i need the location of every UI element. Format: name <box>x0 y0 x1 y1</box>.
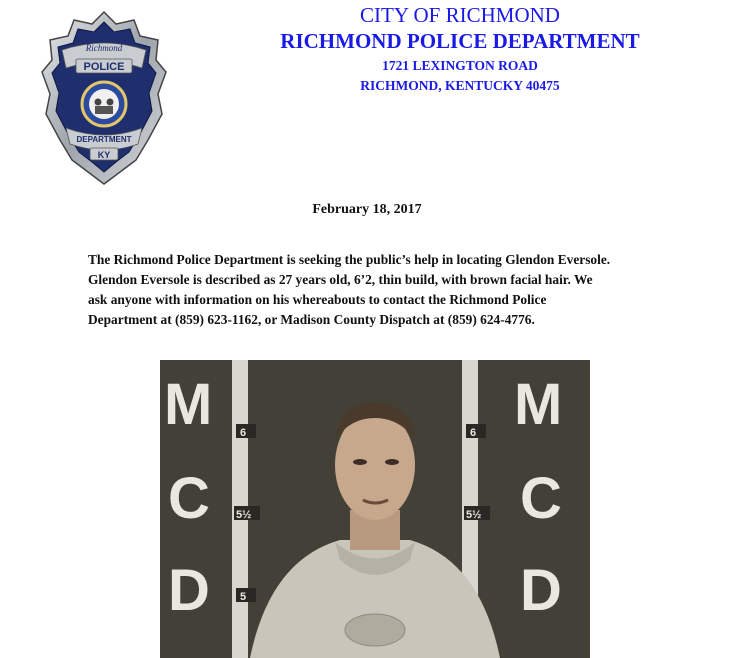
booking-letter: C <box>168 466 210 531</box>
booking-letter: C <box>520 466 562 531</box>
booking-letter: M <box>514 372 563 437</box>
press-release-body <box>88 250 688 330</box>
height-mark: 5½ <box>236 509 252 521</box>
address-line-1: 1721 LEXINGTON ROAD <box>382 58 538 73</box>
address-line-2: RICHMOND, KENTUCKY 40475 <box>360 78 560 93</box>
badge-top-text: POLICE <box>83 61 125 73</box>
department-title: RICHMOND POLICE DEPARTMENT <box>280 29 640 53</box>
booking-letter: D <box>168 558 210 623</box>
booking-letter: M <box>164 372 213 437</box>
body-line: Glendon Eversole is described as 27 years old, 6’2, thin build, with brown facial hair. We <box>88 272 593 287</box>
body-line: Department at (859) 623-1162, or Madison County Dispatch at (859) 624-4776. <box>88 312 535 327</box>
height-mark: 5 <box>240 591 247 603</box>
body-line: The Richmond Police Department is seeking the public’s help in locating Glendon Eversole. <box>88 252 611 267</box>
height-mark: 6 <box>470 427 477 439</box>
height-mark: 6 <box>240 427 247 439</box>
badge-bottom-text: DEPARTMENT <box>76 135 132 144</box>
body-line: ask anyone with information on his whereabouts to contact the Richmond Police <box>88 292 547 307</box>
badge-script-text: Richmond <box>85 43 123 53</box>
police-badge-logo <box>40 10 168 186</box>
booking-photo <box>160 360 590 658</box>
booking-letter: D <box>520 558 562 623</box>
city-title: CITY OF RICHMOND <box>360 3 560 27</box>
letterhead <box>230 0 690 96</box>
height-mark: 5½ <box>466 509 482 521</box>
release-date: February 18, 2017 <box>312 202 422 217</box>
badge-state-text: KY <box>97 150 111 160</box>
